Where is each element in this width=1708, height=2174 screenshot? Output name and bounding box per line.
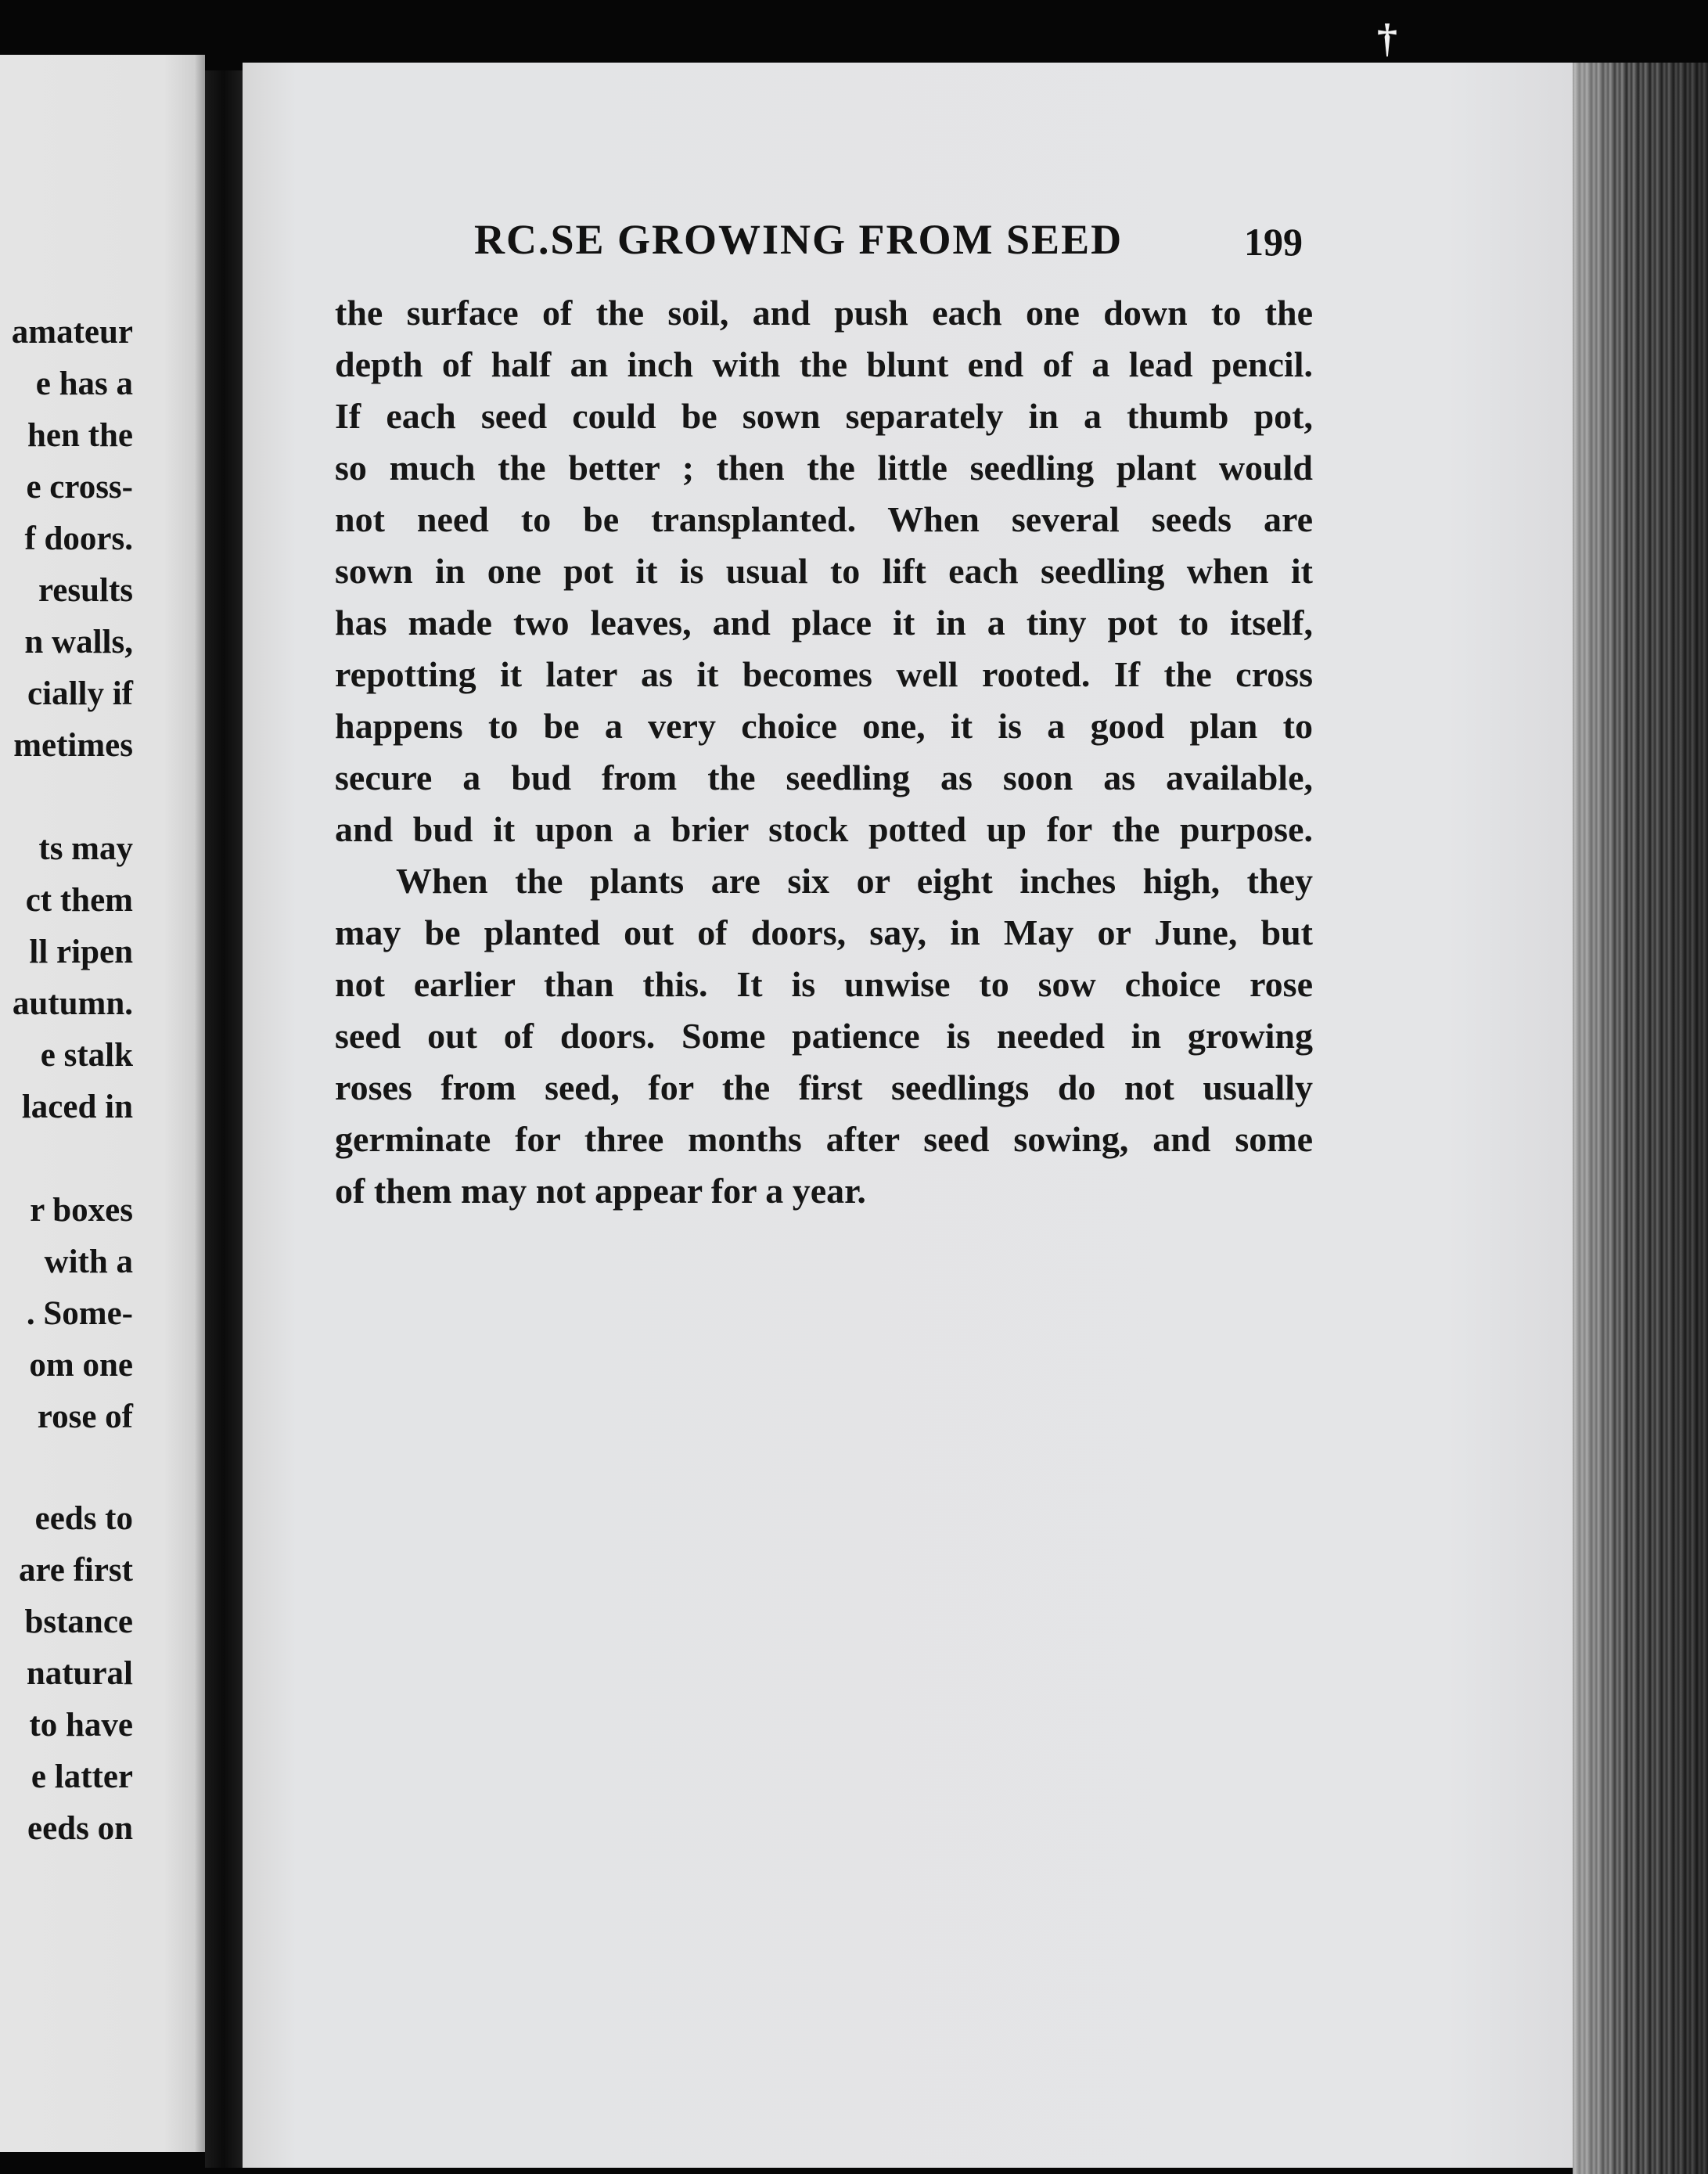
corner-mark: †	[1377, 16, 1397, 61]
left-line: rose of	[37, 1398, 133, 1435]
running-head: RC.SE GROWING FROM SEED	[474, 216, 1124, 263]
left-line: eeds to	[34, 1500, 133, 1537]
text-line: not need to be transplanted. When several seeds are	[335, 499, 1313, 539]
left-line: e latter	[31, 1758, 133, 1795]
left-line: e cross-	[26, 469, 133, 506]
left-line: ts may	[38, 830, 133, 867]
page-edge-shadow	[1573, 63, 1708, 2174]
left-line: ct them	[25, 882, 133, 919]
left-line: n walls,	[24, 624, 133, 660]
left-line: hen the	[27, 417, 133, 454]
text-line: germinate for three months after seed sowing, and some	[335, 1119, 1313, 1159]
left-line: r boxes	[30, 1192, 133, 1229]
left-line: are first	[18, 1552, 133, 1589]
left-line: eeds on	[27, 1810, 133, 1847]
left-line: to have	[29, 1707, 133, 1744]
paragraph-first-line: When the plants are six or eight inches high, they	[396, 861, 1313, 901]
left-line: f doors.	[24, 520, 133, 557]
text-line: has made two leaves, and place it in a tiny pot to itself,	[335, 603, 1313, 642]
left-line: metimes	[13, 727, 133, 764]
left-line: om one	[29, 1347, 133, 1384]
text-line: secure a bud from the seedling as soon as available,	[335, 758, 1313, 797]
text-line: repotting it later as it becomes well rooted. If the cross	[335, 654, 1313, 694]
left-line: laced in	[21, 1089, 133, 1125]
left-line: amateur	[11, 314, 133, 351]
text-line: depth of half an inch with the blunt end of a lead pencil.	[335, 344, 1313, 384]
left-line: cially if	[27, 675, 133, 712]
left-line: e has a	[35, 365, 133, 402]
text-line: If each seed could be sown separately in a thumb pot,	[335, 396, 1313, 436]
text-line: not earlier than this. It is unwise to sow choice rose	[335, 964, 1313, 1004]
page-number: 199	[1244, 220, 1303, 264]
left-line: ll ripen	[29, 934, 133, 970]
left-line: . Some-	[26, 1295, 133, 1332]
left-line: autumn.	[12, 985, 133, 1022]
text-line: seed out of doors. Some patience is needed in growing	[335, 1016, 1313, 1056]
left-line: e stalk	[40, 1037, 133, 1074]
book-gutter	[205, 70, 243, 2168]
text-line: may be planted out of doors, say, in May or June, but	[335, 912, 1313, 952]
text-line: the surface of the soil, and push each one down to the	[335, 293, 1313, 333]
left-page	[0, 55, 205, 2152]
text-line: so much the better ; then the little seedling plant would	[335, 448, 1313, 488]
left-line: with a	[44, 1244, 133, 1280]
text-line: roses from seed, for the first seedlings do not usually	[335, 1067, 1313, 1107]
text-line: happens to be a very choice one, it is a good plan to	[335, 706, 1313, 746]
left-line: results	[38, 572, 133, 609]
text-line: sown in one pot it is usual to lift each seedling when it	[335, 551, 1313, 591]
left-line: natural	[26, 1655, 133, 1692]
paragraph-last-line: of them may not appear for a year.	[335, 1171, 866, 1211]
text-line: and bud it upon a brier stock potted up for the purpose.	[335, 809, 1313, 849]
left-line: bstance	[24, 1604, 133, 1640]
